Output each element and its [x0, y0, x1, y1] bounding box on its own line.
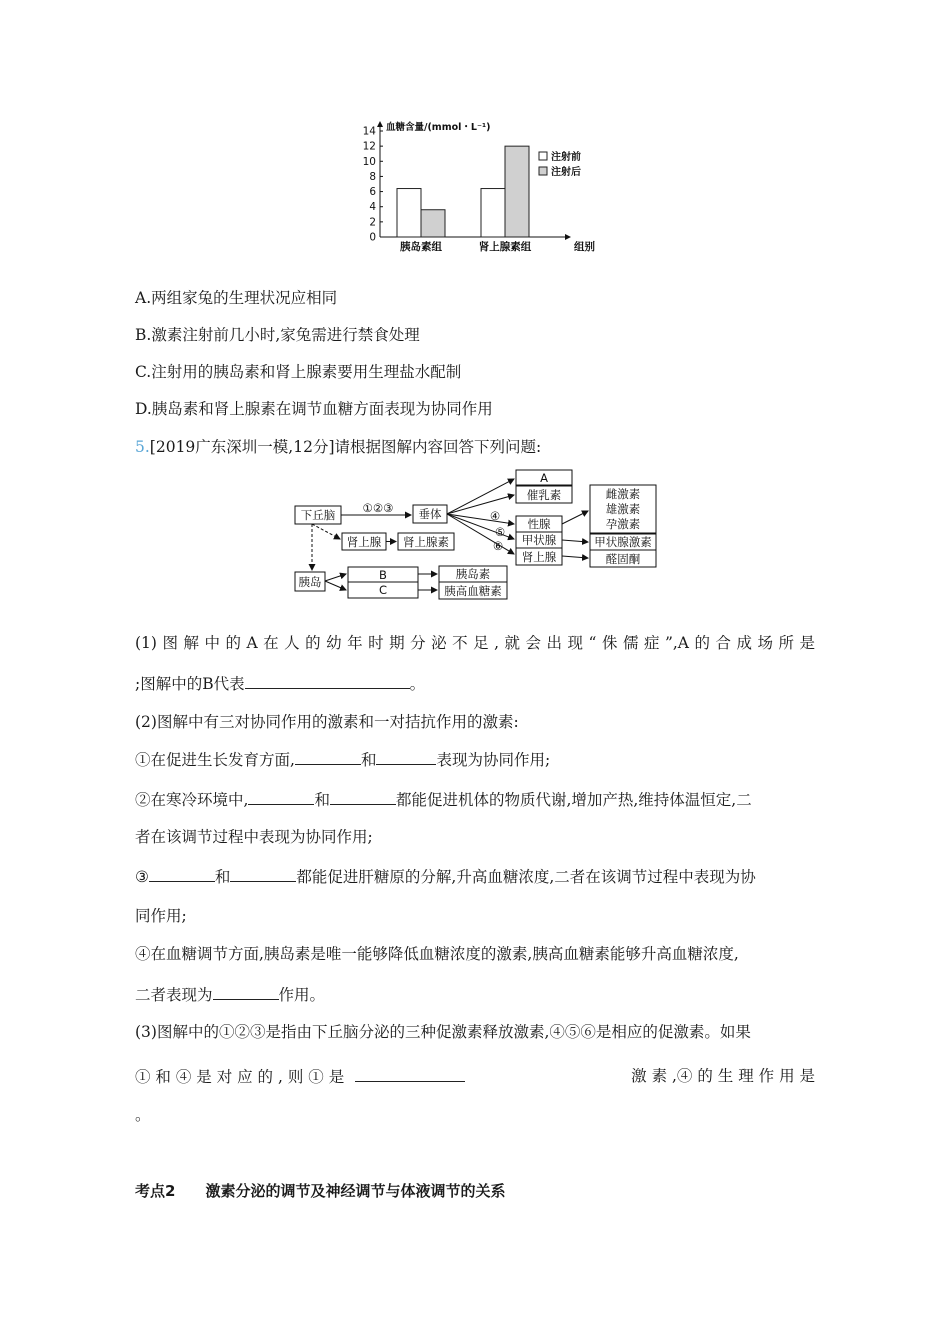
y-tick-label: 2: [369, 216, 376, 229]
thyroid-label: 甲状腺: [521, 533, 557, 547]
bar: [421, 210, 445, 237]
legend-swatch: [539, 152, 547, 160]
hormone-diagram: [290, 466, 670, 606]
answer-blank-q2-4[interactable]: [213, 984, 279, 1000]
q1-period: 。: [409, 675, 426, 693]
question-stem: [2019广东深圳一模,12分]请根据图解内容回答下列问题:: [149, 438, 542, 456]
bar: [397, 189, 421, 237]
q2-4-tail: 作用。: [278, 986, 326, 1004]
option-d: D.胰岛素和肾上腺素在调节血糖方面表现为协同作用: [135, 400, 493, 418]
thyroxine-label: 甲状腺激素: [594, 535, 652, 549]
y-tick-label: 10: [362, 155, 376, 168]
q2-4-text: 二者表现为: [135, 986, 213, 1004]
answer-blank-q2-2a[interactable]: [248, 789, 314, 805]
q2-item1: [135, 749, 550, 770]
q2-3-and: 和: [214, 868, 231, 886]
q1-text: ;图解中的B代表: [135, 675, 245, 693]
glucagon-label: 胰高血糖素: [444, 584, 502, 598]
q2-item3: [135, 866, 756, 887]
option-b: B.激素注射前几小时,家兔需进行禁食处理: [135, 326, 420, 344]
option-a: A.两组家兔的生理状况应相同: [135, 289, 338, 307]
q2-2-and: 和: [314, 791, 330, 809]
y-tick-label: 12: [362, 140, 376, 153]
y-tick-label: 0: [369, 231, 376, 244]
blood-sugar-bar-chart: [355, 118, 595, 258]
question-5-stem: [135, 437, 541, 457]
q3-text: ① 和 ④ 是 对 应 的 , 则 ① 是: [135, 1068, 345, 1086]
c-label: C: [378, 583, 388, 597]
q3-line1: (3)图解中的①②③是指由下丘脑分泌的三种促激素释放激素,④⑤⑥是相应的促激素。如果: [135, 1023, 751, 1041]
q2-1-and: 和: [360, 751, 377, 769]
question-number: 5.: [135, 438, 150, 456]
answer-blank-q2-2b[interactable]: [330, 789, 396, 805]
answer-blank-q3-1[interactable]: [355, 1066, 465, 1082]
y-tick-label: 4: [369, 201, 376, 214]
insulin-label: 胰岛素: [455, 567, 491, 581]
x-axis-arrow: [565, 234, 571, 240]
q2-item4-cont: [135, 984, 325, 1005]
hypothalamus-label: 下丘脑: [300, 508, 336, 522]
androgen-label: 雄激素: [605, 502, 641, 516]
number-6-label: ⑥: [492, 539, 504, 553]
legend-label: 注射前: [551, 152, 581, 163]
islet-label: 胰岛: [298, 575, 322, 589]
a-label: A: [540, 471, 548, 485]
adrenaline-label: 肾上腺素: [403, 535, 449, 549]
b-label: B: [379, 568, 387, 582]
section-label: 考点2: [135, 1182, 176, 1200]
number-5-label: ⑤: [494, 525, 506, 539]
bar: [505, 146, 529, 237]
section-heading: [135, 1181, 505, 1201]
x-tick-label: 肾上腺素组: [478, 241, 532, 253]
x-axis-label: 组别: [574, 241, 595, 253]
y-tick-label: 6: [369, 186, 376, 199]
gonad-label: 性腺: [527, 517, 551, 531]
q2-1-tail: 表现为协同作用;: [436, 751, 551, 769]
q1-line1: (1)图解中的A在人的幼年时期分泌不足,就会出现“侏儒症”,A的合成场所是: [135, 634, 815, 652]
q2-1-text: ①在促进生长发育方面,: [135, 751, 295, 769]
q1-line2: [135, 673, 425, 694]
answer-blank-b[interactable]: [245, 673, 410, 689]
q2-item3-cont: 同作用;: [135, 907, 187, 925]
q3-line3: 。: [135, 1106, 151, 1124]
y-axis-arrow: [377, 121, 383, 127]
legend-label: 注射后: [551, 167, 581, 178]
option-c: C.注射用的胰岛素和肾上腺素要用生理盐水配制: [135, 363, 462, 381]
aldosterone-label: 醛固酮: [605, 552, 641, 566]
y-axis-label: 血糖含量/(mmol・L⁻¹): [386, 122, 491, 133]
releasing-hormones-label: ①②③: [362, 501, 394, 515]
answer-blank-q2-1a[interactable]: [295, 749, 361, 765]
q2-item4: ④在血糖调节方面,胰岛素是唯一能够降低血糖浓度的激素,胰高血糖素能够升高血糖浓度,: [135, 945, 739, 963]
answer-blank-q2-1b[interactable]: [376, 749, 436, 765]
q2-2-text: ②在寒冷环境中,: [135, 791, 249, 809]
q3-text-2: 激 素 ,④ 的 生 理 作 用 是: [631, 1067, 815, 1085]
q2-3-tail: 都能促进肝糖原的分解,升高血糖浓度,二者在该调节过程中表现为协: [296, 868, 756, 886]
q2-item2: [135, 789, 752, 810]
legend-swatch: [539, 167, 547, 175]
q2-item2-cont: 者在该调节过程中表现为协同作用;: [135, 828, 373, 846]
estrogen-label: 雌激素: [605, 487, 641, 501]
answer-blank-q2-3b[interactable]: [230, 866, 296, 882]
q2-intro: (2)图解中有三对协同作用的激素和一对拮抗作用的激素:: [135, 713, 519, 731]
y-tick-label: 8: [369, 170, 376, 183]
adrenal-left-label: 肾上腺: [346, 535, 382, 549]
bar: [481, 189, 505, 237]
q3-line2: [135, 1066, 815, 1087]
y-tick-label: 14: [362, 125, 376, 138]
pituitary-label: 垂体: [418, 507, 442, 521]
progesterone-label: 孕激素: [605, 517, 641, 531]
x-tick-label: 胰岛素组: [400, 241, 442, 253]
section-title: 激素分泌的调节及神经调节与体液调节的关系: [205, 1182, 506, 1200]
prolactin-label: 催乳素: [526, 488, 562, 502]
adrenal-right-label: 肾上腺: [521, 550, 557, 564]
answer-blank-q2-3a[interactable]: [149, 866, 215, 882]
q2-2-tail: 都能促进机体的物质代谢,增加产热,维持体温恒定,二: [395, 791, 752, 809]
q2-3-text: ③: [135, 868, 149, 886]
number-4-label: ④: [489, 509, 501, 523]
